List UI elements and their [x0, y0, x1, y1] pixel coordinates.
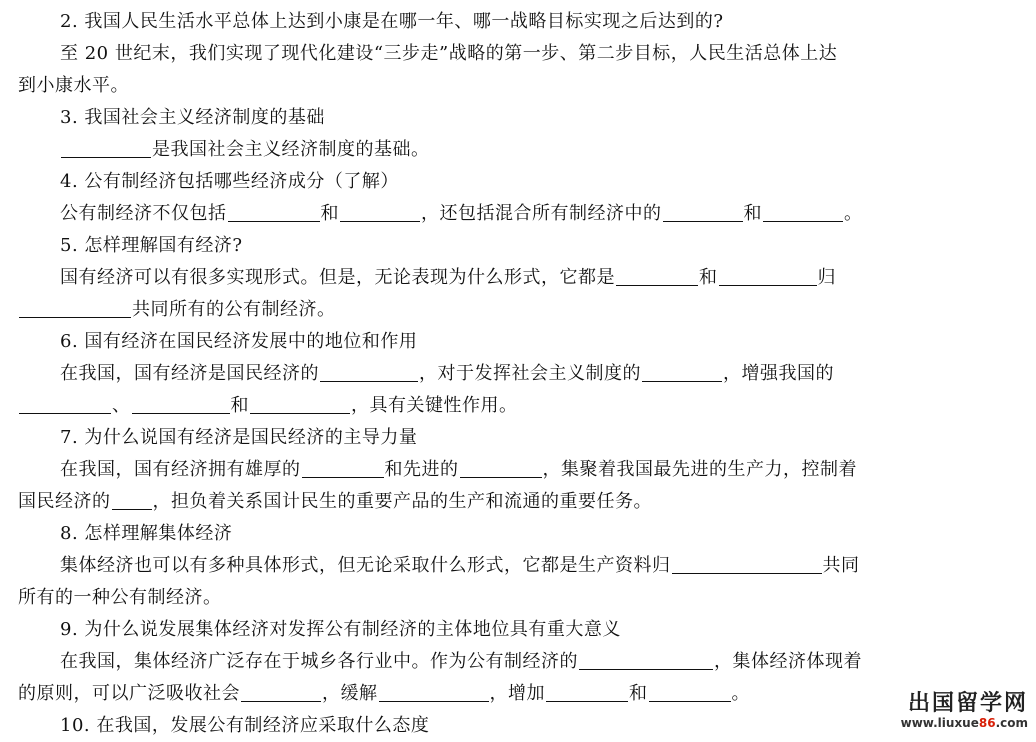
fill-blank	[672, 553, 822, 574]
answer-4: 公有制经济不仅包括 和 ，还包括混合所有制经济中的 和 。	[60, 203, 863, 224]
question-9: 9. 为什么说发展集体经济对发挥公有制经济的主体地位具有重大意义	[60, 619, 621, 640]
fill-blank	[132, 393, 230, 414]
watermark-url: www.liuxue86.com	[900, 716, 1028, 730]
fill-blank	[763, 201, 843, 222]
answer-6-line-2: 、 和 ，具有关键性作用。	[18, 390, 1018, 422]
watermark-site-name: 出国留学网	[907, 691, 1028, 716]
answer-7-line-2: 国民经济的 ，担负着关系国计民生的重要产品的生产和流通的重要任务。	[18, 491, 652, 512]
fill-blank	[649, 681, 731, 702]
fill-blank	[302, 457, 384, 478]
fill-blank	[19, 393, 111, 414]
answer-7-line-1: 在我国，国有经济拥有雄厚的 和先进的 ，集聚着我国最先进的生产力，控制着	[60, 459, 857, 480]
question-5: 5. 怎样理解国有经济?	[60, 235, 243, 256]
answer-9-line-1: 在我国，集体经济广泛存在于城乡各行业中。作为公有制经济的 ，集体经济体现着	[60, 651, 862, 672]
answer-5-line-1: 国有经济可以有很多实现形式。但是，无论表现为什么形式，它都是 和 归	[60, 267, 836, 288]
question-4: 4. 公有制经济包括哪些经济成分（了解）	[60, 171, 399, 192]
question-6: 6. 国有经济在国民经济发展中的地位和作用	[60, 331, 418, 352]
question-2: 2. 我国人民生活水平总体上达到小康是在哪一年、哪一战略目标实现之后达到的?	[60, 11, 724, 32]
fill-blank	[250, 393, 350, 414]
fill-blank	[228, 201, 320, 222]
fill-blank	[546, 681, 628, 702]
fill-blank	[19, 297, 131, 318]
fill-blank	[642, 361, 722, 382]
answer-8-line-2: 所有的一种公有制经济。	[18, 587, 222, 608]
question-8: 8. 怎样理解集体经济	[60, 523, 233, 544]
fill-blank	[719, 265, 817, 286]
fill-blank	[460, 457, 542, 478]
document-body	[18, 6, 1018, 742]
fill-blank	[320, 361, 418, 382]
site-watermark	[901, 692, 1028, 730]
fill-blank	[112, 489, 152, 510]
fill-blank	[663, 201, 743, 222]
fill-blank	[579, 649, 713, 670]
fill-blank	[379, 681, 489, 702]
answer-2-line-1: 至 20 世纪末，我们实现了现代化建设“三步走”战略的第一步、第二步目标，人民生活总体上达	[60, 43, 838, 64]
fill-blank	[616, 265, 698, 286]
fill-blank	[241, 681, 321, 702]
fill-blank	[61, 137, 151, 158]
question-10: 10. 在我国，发展公有制经济应采取什么态度	[60, 715, 430, 736]
question-7: 7. 为什么说国有经济是国民经济的主导力量	[60, 427, 418, 448]
question-3: 3. 我国社会主义经济制度的基础	[60, 107, 325, 128]
fill-blank	[340, 201, 420, 222]
answer-2-line-2: 到小康水平。	[18, 75, 129, 96]
answer-5-line-2: 共同所有的公有制经济。	[18, 294, 1018, 326]
answer-9-line-2: 的原则，可以广泛吸收社会 ，缓解 ，增加 和 。	[18, 683, 750, 704]
answer-3: 是我国社会主义经济制度的基础。	[18, 134, 1018, 166]
answer-8-line-1: 集体经济也可以有多种具体形式，但无论采取什么形式，它都是生产资料归 共同	[60, 555, 860, 576]
answer-6-line-1: 在我国，国有经济是国民经济的 ，对于发挥社会主义制度的 ，增强我国的	[60, 363, 834, 384]
